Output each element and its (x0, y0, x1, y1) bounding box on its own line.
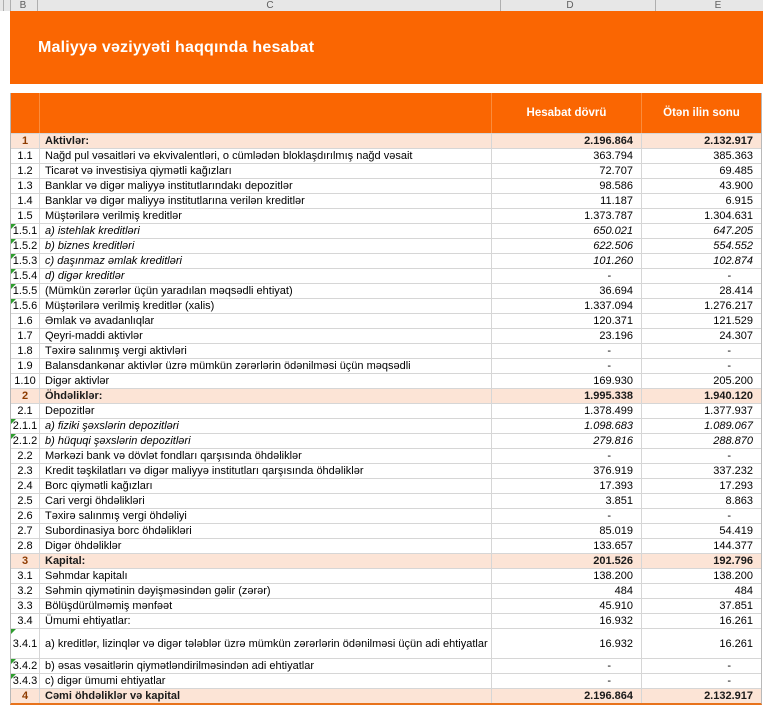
table-row (11, 253, 761, 268)
row-label-cell[interactable]: b) biznes kreditləri (39, 238, 491, 253)
value-current-cell[interactable]: 133.657 (491, 538, 641, 553)
report-title: Maliyyə vəziyyəti haqqında hesabat (38, 38, 315, 56)
value-current-cell[interactable]: 16.932 (491, 628, 641, 658)
header-label-cell[interactable] (39, 93, 491, 133)
table-row (11, 538, 761, 553)
value-current-cell[interactable]: 72.707 (491, 163, 641, 178)
value-previous-cell[interactable]: 484 (641, 583, 761, 598)
value-previous-cell[interactable]: 144.377 (641, 538, 761, 553)
table-row (11, 688, 761, 703)
table-row (11, 268, 761, 283)
column-divider (10, 0, 11, 11)
value-current-cell[interactable]: 17.393 (491, 478, 641, 493)
value-current-cell[interactable]: - (491, 343, 641, 358)
report-title-banner[interactable] (10, 11, 763, 84)
value-current-cell[interactable]: 85.019 (491, 523, 641, 538)
value-current-cell[interactable]: - (491, 268, 641, 283)
value-current-cell[interactable]: 3.851 (491, 493, 641, 508)
row-label-cell[interactable]: Əmlak və avadanlıqlar (39, 313, 491, 328)
row-number-cell[interactable]: 1.3 (11, 178, 39, 193)
value-current-cell[interactable]: 484 (491, 583, 641, 598)
row-number-cell[interactable]: 1.2 (11, 163, 39, 178)
table-row (11, 433, 761, 448)
table-header-row (11, 93, 761, 133)
value-previous-cell[interactable]: 1.276.217 (641, 298, 761, 313)
row-label-cell[interactable]: Müştərilərə verilmiş kreditlər (39, 208, 491, 223)
row-number-cell[interactable]: 1.6 (11, 313, 39, 328)
value-previous-cell[interactable]: 1.089.067 (641, 418, 761, 433)
row-number-cell[interactable]: 1.5.3 (12, 255, 38, 267)
row-label-cell[interactable]: Kapital: (39, 553, 491, 568)
column-divider (655, 0, 656, 11)
spreadsheet-column-header-strip (0, 0, 763, 11)
row-label-cell[interactable]: Təxirə salınmış vergi aktivləri (39, 343, 491, 358)
row-label-cell[interactable]: c) daşınmaz əmlak kreditləri (39, 253, 491, 268)
value-current-cell[interactable]: 201.526 (491, 553, 641, 568)
value-previous-cell[interactable]: 192.796 (641, 553, 761, 568)
table-row (11, 418, 761, 433)
row-label-cell[interactable]: Borc qiymətli kağızları (39, 478, 491, 493)
value-current-cell[interactable]: - (491, 358, 641, 373)
row-label-cell[interactable]: Ümumi ehtiyatlar: (39, 613, 491, 628)
row-label-cell[interactable]: a) fiziki şəxslərin depozitləri (39, 418, 491, 433)
value-current-cell[interactable]: 650.021 (491, 223, 641, 238)
row-label-cell[interactable]: a) kreditlər, lizinqlər və digər tələblər üzrə mümkün zərərlərin ödənilməsi üçün adi ehtiyatlar (39, 628, 491, 658)
value-previous-cell[interactable]: 1.377.937 (641, 403, 761, 418)
table-row (11, 583, 761, 598)
row-label-cell[interactable]: Nağd pul vəsaitləri və ekvivalentləri, o cümlədən bloklaşdırılmış nağd vəsait (39, 148, 491, 163)
value-previous-cell[interactable]: - (641, 658, 761, 673)
column-divider (3, 0, 4, 11)
row-number-cell[interactable]: 3.4 (11, 613, 39, 628)
value-current-cell[interactable]: 376.919 (491, 463, 641, 478)
value-previous-cell[interactable]: 102.874 (641, 253, 761, 268)
value-current-cell[interactable]: 363.794 (491, 148, 641, 163)
value-previous-cell[interactable]: 54.419 (641, 523, 761, 538)
row-number-cell[interactable]: 1.8 (11, 343, 39, 358)
value-current-cell[interactable]: 120.371 (491, 313, 641, 328)
row-label-cell[interactable]: Digər aktivlər (39, 373, 491, 388)
table-row (11, 523, 761, 538)
row-number-cell[interactable]: 1.5.5 (12, 285, 38, 297)
value-previous-cell[interactable]: 138.200 (641, 568, 761, 583)
table-row (11, 388, 761, 403)
table-row (11, 448, 761, 463)
row-number-cell[interactable]: 2.2 (11, 448, 39, 463)
column-header-d[interactable]: D (566, 0, 574, 11)
value-previous-cell[interactable]: 8.863 (641, 493, 761, 508)
error-flag-triangle-icon (11, 674, 16, 679)
value-previous-cell[interactable]: 337.232 (641, 463, 761, 478)
value-previous-cell[interactable]: 554.552 (641, 238, 761, 253)
table-row (11, 403, 761, 418)
row-label-cell[interactable]: Subordinasiya borc öhdəlikləri (39, 523, 491, 538)
value-previous-cell[interactable]: 28.414 (641, 283, 761, 298)
row-number-cell[interactable]: 1.5.2 (12, 240, 38, 252)
value-previous-cell[interactable]: 17.293 (641, 478, 761, 493)
error-flag-triangle-icon (11, 284, 16, 289)
value-previous-cell[interactable]: - (641, 448, 761, 463)
value-current-cell[interactable]: 622.506 (491, 238, 641, 253)
table-row (11, 358, 761, 373)
row-label-cell[interactable]: Banklar və digər maliyyə institutlarındakı depozitlər (39, 178, 491, 193)
row-label-cell[interactable]: Bölüşdürülməmiş mənfəət (39, 598, 491, 613)
row-label-cell[interactable]: Ticarət və investisiya qiymətli kağızları (39, 163, 491, 178)
row-number-cell[interactable]: 3 (11, 553, 39, 568)
row-number-cell[interactable]: 1.5.1 (12, 225, 38, 237)
header-number-cell[interactable] (11, 93, 39, 133)
row-label-cell[interactable]: Təxirə salınmış vergi öhdəliyi (39, 508, 491, 523)
table-row (11, 238, 761, 253)
value-current-cell[interactable]: 1.337.094 (491, 298, 641, 313)
error-flag-triangle-icon (11, 254, 16, 259)
table-row (11, 193, 761, 208)
row-number-cell[interactable]: 1.9 (11, 358, 39, 373)
financial-position-table (10, 93, 762, 705)
error-flag-triangle-icon (11, 269, 16, 274)
row-number-cell[interactable]: 2.6 (11, 508, 39, 523)
table-row (11, 283, 761, 298)
value-current-cell[interactable]: 138.200 (491, 568, 641, 583)
value-current-cell[interactable]: - (491, 673, 641, 688)
error-flag-triangle-icon (11, 629, 16, 634)
value-current-cell[interactable]: 1.373.787 (491, 208, 641, 223)
value-previous-cell[interactable]: 288.870 (641, 433, 761, 448)
value-previous-cell[interactable]: 37.851 (641, 598, 761, 613)
row-number-cell[interactable]: 4 (11, 688, 39, 703)
value-previous-cell[interactable]: - (641, 358, 761, 373)
table-row (11, 568, 761, 583)
row-number-cell[interactable]: 2 (11, 388, 39, 403)
row-label-cell[interactable]: Cəmi öhdəliklər və kapital (39, 688, 491, 703)
table-row (11, 163, 761, 178)
value-previous-cell[interactable]: 385.363 (641, 148, 761, 163)
error-flag-triangle-icon (11, 224, 16, 229)
row-label-cell[interactable]: b) hüquqi şəxslərin depozitləri (39, 433, 491, 448)
value-previous-cell[interactable]: 6.915 (641, 193, 761, 208)
table-row (11, 343, 761, 358)
value-current-cell[interactable]: 11.187 (491, 193, 641, 208)
row-number-cell[interactable]: 3.4.3 (12, 675, 38, 687)
row-number-cell[interactable]: 2.3 (11, 463, 39, 478)
value-current-cell[interactable]: 279.816 (491, 433, 641, 448)
row-label-cell[interactable]: Səhmdar kapitalı (39, 568, 491, 583)
table-row (11, 133, 761, 148)
row-label-cell[interactable]: Kredit təşkilatları və digər maliyyə institutları qarşısında öhdəliklər (39, 463, 491, 478)
row-label-cell[interactable]: Depozitlər (39, 403, 491, 418)
table-row (11, 553, 761, 568)
row-number-cell[interactable]: 3.4.2 (12, 660, 38, 672)
value-current-cell[interactable]: 45.910 (491, 598, 641, 613)
row-label-cell[interactable]: b) əsas vəsaitlərin qiymətləndirilməsindən adi ehtiyatlar (39, 658, 491, 673)
value-previous-cell[interactable]: 69.485 (641, 163, 761, 178)
row-number-cell[interactable]: 2.4 (11, 478, 39, 493)
row-number-cell[interactable]: 2.1.1 (12, 420, 38, 432)
value-current-cell[interactable]: 36.694 (491, 283, 641, 298)
row-label-cell[interactable]: c) digər ümumi ehtiyatlar (39, 673, 491, 688)
value-previous-cell[interactable]: - (641, 268, 761, 283)
row-number-cell[interactable]: 1.1 (11, 148, 39, 163)
value-current-cell[interactable]: 1.378.499 (491, 403, 641, 418)
value-current-cell[interactable]: 1.995.338 (491, 388, 641, 403)
row-number-cell[interactable]: 2.1.2 (12, 435, 38, 447)
value-previous-cell[interactable]: - (641, 343, 761, 358)
row-number-cell[interactable]: 3.1 (11, 568, 39, 583)
value-previous-cell[interactable]: 2.132.917 (641, 133, 761, 148)
value-current-cell[interactable]: - (491, 658, 641, 673)
row-number-cell[interactable]: 1.5.4 (12, 270, 38, 282)
table-row (11, 493, 761, 508)
row-label-cell[interactable]: Səhmin qiymətinin dəyişməsindən gəlir (zərər) (39, 583, 491, 598)
value-current-cell[interactable]: 2.196.864 (491, 133, 641, 148)
row-label-cell[interactable]: Banklar və digər maliyyə institutlarına verilən kreditlər (39, 193, 491, 208)
value-current-cell[interactable]: 169.930 (491, 373, 641, 388)
table-row (11, 178, 761, 193)
row-number-cell[interactable]: 2.8 (11, 538, 39, 553)
table-row (11, 508, 761, 523)
row-number-cell[interactable]: 2.5 (11, 493, 39, 508)
row-label-cell[interactable]: d) digər kreditlər (39, 268, 491, 283)
error-flag-triangle-icon (11, 659, 16, 664)
column-divider (37, 0, 38, 11)
table-row (11, 298, 761, 313)
row-label-cell[interactable]: Müştərilərə verilmiş kreditlər (xalis) (39, 298, 491, 313)
value-previous-cell[interactable]: 1.304.631 (641, 208, 761, 223)
value-previous-cell[interactable]: 1.940.120 (641, 388, 761, 403)
value-current-cell[interactable]: 16.932 (491, 613, 641, 628)
table-row (11, 613, 761, 628)
table-row (11, 328, 761, 343)
value-previous-cell[interactable]: 121.529 (641, 313, 761, 328)
row-label-cell[interactable]: Mərkəzi bank və dövlət fondları qarşısında öhdəliklər (39, 448, 491, 463)
value-previous-cell[interactable]: - (641, 673, 761, 688)
value-current-cell[interactable]: - (491, 448, 641, 463)
table-row (11, 628, 761, 658)
value-current-cell[interactable]: 101.260 (491, 253, 641, 268)
row-label-cell[interactable]: Balansdankənar aktivlər üzrə mümkün zərərlərin ödənilməsi üçün məqsədli (39, 358, 491, 373)
row-label-cell[interactable]: Cari vergi öhdəlikləri (39, 493, 491, 508)
table-row (11, 463, 761, 478)
value-previous-cell[interactable]: 43.900 (641, 178, 761, 193)
column-header-e[interactable]: E (714, 0, 722, 11)
value-previous-cell[interactable]: 2.132.917 (641, 688, 761, 703)
table-row (11, 373, 761, 388)
column-header-c[interactable]: C (266, 0, 274, 11)
value-previous-cell[interactable]: 16.261 (641, 628, 761, 658)
value-previous-cell[interactable]: - (641, 508, 761, 523)
row-number-cell[interactable]: 3.2 (11, 583, 39, 598)
value-current-cell[interactable]: 23.196 (491, 328, 641, 343)
table-row (11, 148, 761, 163)
row-number-cell[interactable]: 3.3 (11, 598, 39, 613)
error-flag-triangle-icon (11, 434, 16, 439)
row-label-cell[interactable]: Öhdəliklər: (39, 388, 491, 403)
table-row (11, 478, 761, 493)
table-row (11, 208, 761, 223)
row-label-cell[interactable]: Qeyri-maddi aktivlər (39, 328, 491, 343)
value-current-cell[interactable]: 2.196.864 (491, 688, 641, 703)
row-number-cell[interactable]: 3.4.1 (11, 628, 39, 658)
column-divider (500, 0, 501, 11)
row-number-cell[interactable]: 1.4 (11, 193, 39, 208)
header-previous-period[interactable]: Ötən ilin sonu (641, 93, 761, 133)
table-row (11, 223, 761, 238)
row-label-cell[interactable]: Aktivlər: (39, 133, 491, 148)
header-current-period[interactable]: Hesabat dövrü (491, 93, 641, 133)
table-body (11, 133, 761, 703)
value-current-cell[interactable]: - (491, 508, 641, 523)
row-number-cell[interactable]: 1.5 (11, 208, 39, 223)
row-label-cell[interactable]: (Mümkün zərərlər üçün yaradılan məqsədli ehtiyat) (39, 283, 491, 298)
value-current-cell[interactable]: 1.098.683 (491, 418, 641, 433)
row-number-cell[interactable]: 1.5.6 (12, 300, 38, 312)
value-current-cell[interactable]: 98.586 (491, 178, 641, 193)
error-flag-triangle-icon (11, 299, 16, 304)
row-number-cell[interactable]: 2.7 (11, 523, 39, 538)
value-previous-cell[interactable]: 24.307 (641, 328, 761, 343)
value-previous-cell[interactable]: 205.200 (641, 373, 761, 388)
value-previous-cell[interactable]: 16.261 (641, 613, 761, 628)
table-row (11, 673, 761, 688)
row-number-cell[interactable]: 1.10 (11, 373, 39, 388)
table-row (11, 598, 761, 613)
table-row (11, 313, 761, 328)
column-header-b[interactable]: B (19, 0, 27, 11)
error-flag-triangle-icon (11, 419, 16, 424)
row-label-cell[interactable]: Digər öhdəliklər (39, 538, 491, 553)
row-number-cell[interactable]: 1 (11, 133, 39, 148)
row-number-cell[interactable]: 2.1 (11, 403, 39, 418)
error-flag-triangle-icon (11, 239, 16, 244)
row-number-cell[interactable]: 1.7 (11, 328, 39, 343)
value-previous-cell[interactable]: 647.205 (641, 223, 761, 238)
row-label-cell[interactable]: a) istehlak kreditləri (39, 223, 491, 238)
table-row (11, 658, 761, 673)
